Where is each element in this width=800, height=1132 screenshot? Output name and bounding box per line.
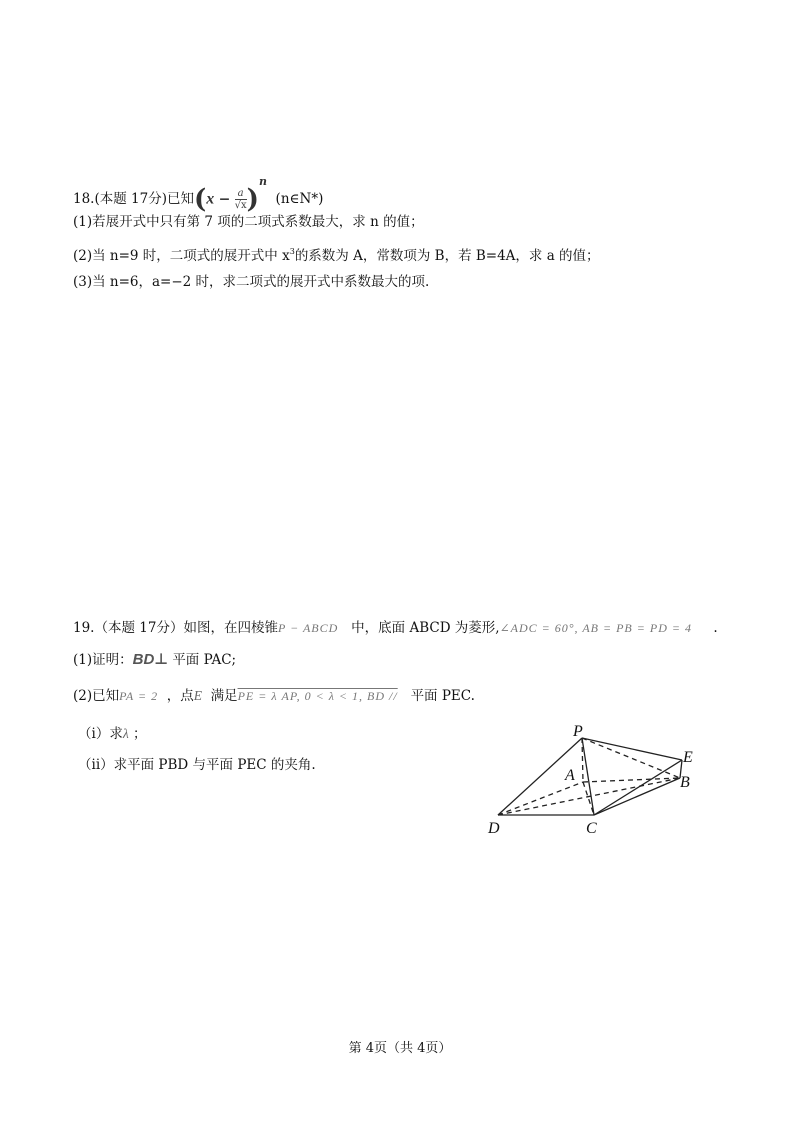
expr-fraction (235, 188, 247, 211)
edge-PC (582, 738, 594, 815)
q19-part2 (73, 686, 475, 706)
edge-AC (583, 782, 594, 815)
q19-pyramid: P − ABCD (277, 621, 339, 635)
q19-sub-i-b: ； (132, 726, 147, 742)
q19-title (73, 618, 718, 638)
q19-head: 19.（本题 17分）如图，在四棱锥 (73, 620, 278, 636)
q19-sub-i (78, 724, 146, 744)
q19-part2-e: E (193, 688, 202, 703)
right-paren: ) (246, 184, 259, 215)
q19-condition: ∠ADC = 60°, AB = PB = PD = 4 (499, 621, 692, 635)
q19-part1-bd: BD⊥ (132, 651, 169, 668)
q18-part1: (1)若展开式中只有第 7 项的二项式系数最大，求 n 的值； (73, 214, 424, 230)
q19-part2-d: 平面 PEC. (410, 688, 475, 704)
fraction-denominator: √x (234, 200, 247, 211)
label-B: B (680, 774, 690, 791)
q19-part1-b: 平面 PAC; (172, 652, 237, 668)
edge-AB (583, 778, 680, 782)
q19-mid: 中，底面 ABCD 为菱形, (351, 620, 500, 636)
expr-minus: − (218, 191, 231, 208)
q18-part2 (73, 242, 600, 266)
pyramid-figure (480, 720, 710, 840)
label-D: D (488, 820, 500, 837)
label-A: A (565, 767, 575, 784)
q18-part2-a: (2)当 n=9 时，二项式的展开式中 x (73, 248, 290, 264)
label-C: C (586, 820, 597, 837)
q19-part2-pa: PA = 2 (119, 689, 159, 703)
q19-part2-vector: PE = λ AP, 0 < λ < 1, BD // (237, 689, 398, 703)
q19-sub-ii: （ii）求平面 PBD 与平面 PEC 的夹角. (78, 757, 316, 773)
edge-PB (582, 738, 680, 778)
edge-DA (498, 782, 583, 815)
fraction-numerator: a (235, 188, 247, 200)
q18-domain: (n∈N*) (275, 191, 324, 207)
expr-x: x (206, 190, 215, 208)
q19-sub-i-lambda: λ (122, 726, 129, 741)
label-E: E (683, 749, 693, 766)
q19-part2-b: ，点 (166, 688, 194, 704)
expr-exponent: n (258, 175, 267, 188)
q18-head: 18.(本题 17分)已知 (73, 191, 194, 207)
page-footer: 第 4页（共 4页） (348, 1041, 452, 1056)
edge-CB (594, 778, 680, 815)
q19-part1-a: (1)证明： (73, 652, 133, 668)
q19-sub-i-a: （i）求 (78, 726, 123, 742)
q19-part2-a: (2)已知 (73, 688, 120, 704)
edge-PE (582, 738, 682, 760)
q19-part1 (73, 650, 236, 670)
label-P: P (573, 723, 583, 740)
q18-title (73, 172, 324, 215)
q19-end: . (713, 620, 718, 636)
q18-part3: (3)当 n=6，a=−2 时，求二项式的展开式中系数最大的项. (73, 274, 430, 290)
q19-part2-c: 满足 (210, 688, 238, 704)
q18-part2-sup: 3 (289, 247, 295, 256)
q18-part2-b: 的系数为 A，常数项为 B，若 B=4A，求 a 的值； (294, 248, 600, 264)
left-paren: ( (193, 184, 207, 215)
edge-CE (594, 760, 682, 815)
